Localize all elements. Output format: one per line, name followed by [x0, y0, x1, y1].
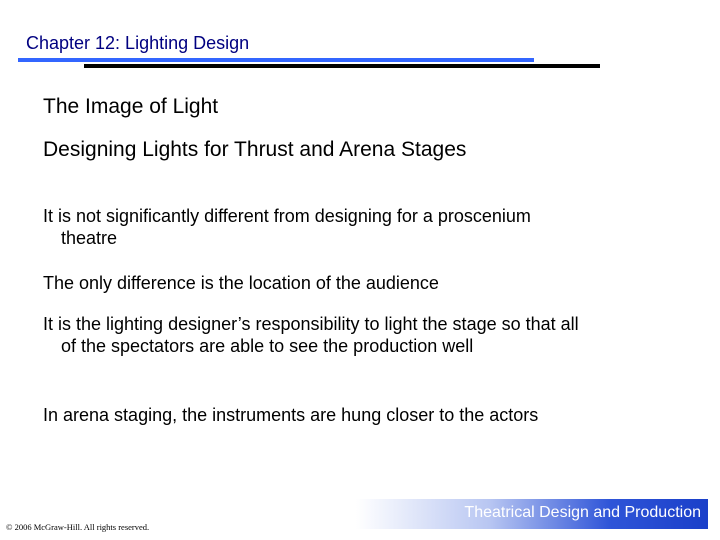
- bullet-point: It is the lighting designer’s responsibility to light the stage so that all of the spectators are able to see the production well: [43, 314, 579, 356]
- bullet-point: In arena staging, the instruments are hung closer to the actors: [43, 405, 539, 425]
- title-rule-blue: [18, 58, 534, 62]
- title-rule-black: [84, 64, 600, 68]
- subtopic-heading: Designing Lights for Thrust and Arena Stages: [43, 138, 467, 161]
- chapter-title: Chapter 12: Lighting Design: [26, 33, 250, 53]
- topic-heading: The Image of Light: [43, 95, 219, 118]
- bullet-point: The only difference is the location of the audience: [43, 273, 439, 293]
- footer-book-title: Theatrical Design and Production: [464, 504, 701, 521]
- copyright-notice: © 2006 McGraw-Hill. All rights reserved.: [6, 522, 150, 532]
- bullet-point: It is not significantly different from designing for a proscenium theatre: [43, 206, 531, 248]
